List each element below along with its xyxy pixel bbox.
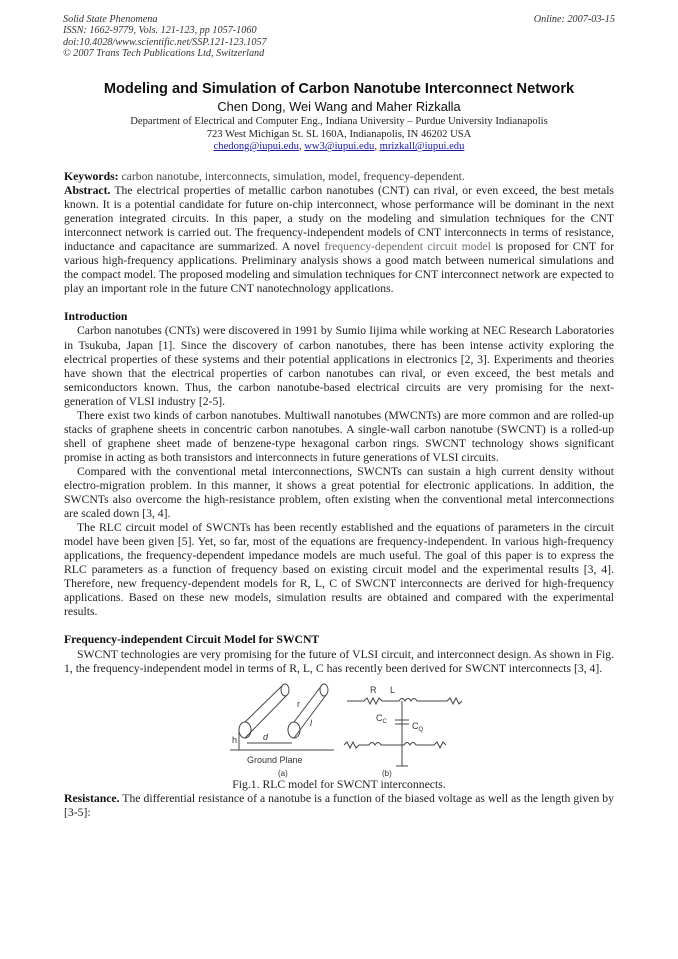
intro-paragraph-2: There exist two kinds of carbon nanotubes. Multiwall nanotubes (MWCNTs) are more common and are rolled-up stacks of graphene sheets in concentric carbon nanotubes. A single-wall carbon nanotube (SWCNT) is a rolled-up shell of graphene sheet made of benzene-type hexagonal carbon rings. SWCNT technology shows significant promise in acting as both transistors and interconnects in future generations of VLSI circuits. bbox=[64, 408, 614, 464]
keywords-paragraph bbox=[64, 170, 614, 184]
figure-caption: Fig.1. RLC model for SWCNT interconnects. bbox=[232, 777, 446, 791]
paper-title: Modeling and Simulation of Carbon Nanotube Interconnect Network bbox=[103, 81, 575, 97]
online-date: Online: 2007-03-15 bbox=[533, 14, 615, 25]
label-R: R bbox=[370, 684, 377, 695]
paper-body bbox=[64, 170, 614, 820]
resistance-label: Resistance. bbox=[64, 791, 120, 805]
affiliation-address: 723 West Michigan St. SL 160A, Indianapolis, IN 46202 USA bbox=[206, 128, 472, 140]
doi-line: doi:10.4028/www.scientific.net/SSP.121-123.1057 bbox=[63, 36, 267, 48]
label-h: h bbox=[232, 734, 238, 745]
copyright-line: © 2007 Trans Tech Publications Ltd, Switzerland bbox=[63, 48, 265, 60]
resistance-paragraph: Resistance. The differential resistance of a nanotube is a function of the biased voltage as well as the length given by [3-5]: bbox=[64, 791, 614, 819]
affiliation-department: Department of Electrical and Computer Eng., Indiana University – Purdue University Indianapolis bbox=[130, 116, 548, 127]
email-link-wang[interactable]: ww3@iupui.edu bbox=[304, 141, 375, 153]
section2-paragraph-1: SWCNT technologies are very promising for the future of VLSI circuit, and interconnect design. As shown in Fig. 1, the frequency-independent model in terms of R, L, C has recently been derived for SWCNT interconnects [3, 4]. bbox=[64, 647, 614, 675]
rlc-model-diagram bbox=[64, 678, 614, 778]
affiliation bbox=[40, 116, 638, 154]
email-link-rizkalla[interactable]: mrizkall@iupui.edu bbox=[379, 141, 465, 153]
journal-name: Solid State Phenomena bbox=[63, 14, 158, 25]
keywords-value: carbon nanotube, interconnects, simulation, model, frequency-dependent. bbox=[118, 170, 465, 183]
intro-paragraph-1: Carbon nanotubes (CNTs) were discovered in 1991 by Sumio Iijima while working at NEC Research Laboratories in Tsukuba, Japan [1]. Since the discovery of carbon nanotubes, there has been intense activity exploring the electrical properties of these systems and their potential applications in electronics [2, 3]. Experiments and theories have shown that the electrical properties of carbon nanotubes can rival, or even exceed, the best metals and semiconductors known. Thus, the carbon nanotube-based electrical circuits are very promising for the next-generation of VLSI industry [2-5]. bbox=[64, 324, 614, 408]
section2-heading: Frequency-independent Circuit Model for SWCNT bbox=[64, 633, 320, 647]
author-list: Chen Dong, Wei Wang and Maher Rizkalla bbox=[217, 99, 461, 114]
nanotube-end-2 bbox=[288, 722, 300, 738]
label-r: r bbox=[297, 698, 300, 709]
abstract-label: Abstract. bbox=[64, 184, 111, 198]
intro-paragraph-3: Compared with the conventional metal interconnections, SWCNTs can sustain a high current density without electro-migration problem. In this manner, it shows a great potential for electronic applications. In addition, the SWCNTs also overcome the high-resistance problem, often existing when the conventional metal interconnections are scaled down [3, 4]. bbox=[64, 464, 614, 521]
label-b: (b) bbox=[382, 768, 392, 778]
abstract-highlight: frequency-dependent circuit model bbox=[324, 240, 491, 254]
email-link-dong[interactable]: chedong@iupui.edu bbox=[213, 141, 299, 153]
label-Cq: $C_Q$ bbox=[412, 720, 424, 733]
ground-plane-label: Ground Plane bbox=[247, 754, 303, 765]
intro-paragraph-4: The RLC circuit model of SWCNTs has been recently established and the equations of parameters in the circuit model have been given [5]. Yet, so far, most of the equations are frequency-independent. In various high-frequency applications, the frequency-dependent impedance models are much useful. The goal of this paper is to express the RLC parameters as a function of frequency based on existing circuit model and the experimental results [3, 4]. Therefore, new frequency-dependent models for R, L, C of SWCNT interconnects are derived for high-frequency applications. Based on these new models, simulation results are obtained and compared with the experimental results. bbox=[64, 521, 614, 619]
abstract-paragraph: Abstract. The electrical properties of metallic carbon nanotubes (CNT) can rival, or even exceed, the best metals known. It is a potential candidate for future on-chip interconnect, whose performance will be dominant in the next generation integrated circuits. In this paper, a study on the modeling and simulation techniques for the CNT interconnect network is carried out. The frequency-independent models of CNT interconnects in terms of resistance, inductance and capacitance are summarized. A novel frequency-dependent circuit model is proposed for CNT for various high-frequency applications. Preliminary analysis shows a good match between numerical simulations and the compact model. The proposed modeling and simulation techniques for CNT interconnect network are expected to play an important role in the future CNT nanotechnology applications. bbox=[64, 184, 614, 296]
label-L: L bbox=[390, 684, 396, 695]
running-header bbox=[63, 14, 615, 60]
circuit-bottom-line bbox=[344, 742, 446, 748]
nanotube-end-1 bbox=[239, 722, 251, 738]
figure-1 bbox=[64, 678, 614, 778]
introduction-heading: Introduction bbox=[64, 310, 128, 324]
label-Cc: $C_C$ bbox=[376, 712, 387, 725]
circuit-top-line bbox=[347, 698, 462, 704]
keywords-label: Keywords: bbox=[64, 170, 119, 183]
label-d: d bbox=[263, 731, 269, 742]
label-l: l bbox=[310, 717, 312, 728]
email-links: chedong@iupui.edu, ww3@iupui.edu, mrizkall@iupui.edu bbox=[213, 141, 465, 153]
label-a: (a) bbox=[278, 768, 288, 778]
issn-line: ISSN: 1662-9779, Vols. 121-123, pp 1057-1060 bbox=[63, 25, 257, 37]
